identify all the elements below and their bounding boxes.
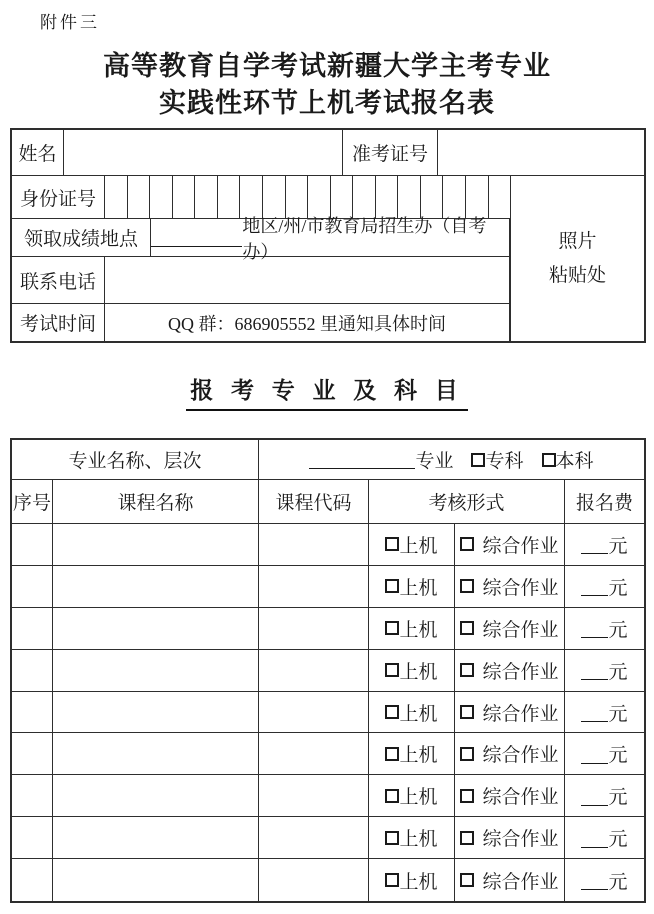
zonghe-checkbox[interactable] (460, 747, 474, 761)
course-code-cell[interactable] (259, 859, 369, 901)
fee-cell (565, 650, 644, 692)
zonghe-option-cell (455, 566, 565, 608)
seq-cell[interactable] (12, 650, 53, 692)
zonghe-checkbox[interactable] (460, 873, 474, 887)
exam-time-label: 考试时间 (12, 304, 105, 341)
zonghe-option-cell (455, 692, 565, 734)
zonghe-checkbox[interactable] (460, 705, 474, 719)
fee-blank[interactable] (581, 744, 608, 764)
id-digit-cell[interactable] (195, 176, 218, 218)
benke-checkbox[interactable] (542, 453, 556, 467)
photo-label-line2: 粘贴处 (548, 264, 606, 286)
course-row (12, 566, 644, 608)
fee-unit: 元 (608, 535, 628, 557)
zonghe-label: 综合作业 (482, 577, 559, 599)
shangji-label: 上机 (399, 787, 438, 809)
id-number-label: 身份证号 (12, 176, 105, 219)
seq-cell[interactable] (12, 608, 53, 650)
course-name-cell[interactable] (53, 692, 259, 734)
id-digit-cell[interactable] (128, 176, 151, 218)
shangji-option-cell (369, 817, 455, 859)
zonghe-label: 综合作业 (482, 787, 559, 809)
section-title-wrap (0, 372, 654, 411)
fee-unit: 元 (608, 829, 628, 851)
zonghe-option-cell (455, 859, 565, 901)
id-digit-cell[interactable] (150, 176, 173, 218)
shangji-checkbox[interactable] (385, 579, 399, 593)
fee-unit: 元 (608, 619, 628, 641)
major-name-level-field (259, 440, 644, 480)
phone-field[interactable] (105, 257, 510, 304)
id-digit-cell[interactable] (105, 176, 128, 218)
attachment-label: 附件三 (40, 13, 100, 32)
course-table (10, 438, 646, 903)
result-location-text: 地区/州/市教育局招生办（自考办） (242, 215, 487, 262)
zonghe-option-cell (455, 650, 565, 692)
zhuanke-label: 专科 (485, 451, 524, 472)
course-row (12, 692, 644, 734)
fee-blank[interactable] (581, 870, 608, 890)
fee-blank[interactable] (581, 786, 608, 806)
seq-cell[interactable] (12, 859, 53, 901)
course-name-cell[interactable] (53, 859, 259, 901)
name-field[interactable] (64, 130, 343, 176)
shangji-label: 上机 (399, 829, 438, 851)
fee-unit: 元 (608, 661, 628, 683)
course-code-cell[interactable] (259, 650, 369, 692)
zhuanke-checkbox[interactable] (471, 453, 485, 467)
shangji-checkbox[interactable] (385, 873, 399, 887)
fee-cell (565, 566, 644, 608)
zonghe-label: 综合作业 (482, 619, 559, 641)
shangji-label: 上机 (399, 703, 438, 725)
course-row (12, 859, 644, 901)
shangji-checkbox[interactable] (385, 747, 399, 761)
seq-cell[interactable] (12, 566, 53, 608)
course-code-cell[interactable] (259, 733, 369, 775)
zonghe-label: 综合作业 (482, 829, 559, 851)
photo-label-line1: 照片 (558, 230, 597, 252)
major-name-level-label: 专业名称、层次 (12, 440, 259, 480)
fee-blank[interactable] (581, 660, 608, 680)
section-title: 报 考 专 业 及 科 目 (186, 372, 468, 411)
major-suffix: 专业 (415, 451, 454, 472)
seq-cell[interactable] (12, 692, 53, 734)
zonghe-checkbox[interactable] (460, 789, 474, 803)
zonghe-checkbox[interactable] (460, 537, 474, 551)
fee-unit: 元 (608, 577, 628, 599)
fee-cell (565, 817, 644, 859)
header-seq: 序号 (12, 480, 53, 524)
course-code-cell[interactable] (259, 775, 369, 817)
zonghe-option-cell (455, 608, 565, 650)
header-course-name: 课程名称 (53, 480, 259, 524)
shangji-label: 上机 (399, 619, 438, 641)
fee-cell (565, 524, 644, 566)
shangji-option-cell (369, 692, 455, 734)
shangji-label: 上机 (399, 577, 438, 599)
course-name-cell[interactable] (53, 775, 259, 817)
admission-ticket-field[interactable] (438, 130, 644, 176)
shangji-option-cell (369, 566, 455, 608)
phone-label: 联系电话 (12, 257, 105, 304)
course-code-cell[interactable] (259, 566, 369, 608)
shangji-checkbox[interactable] (385, 705, 399, 719)
course-row (12, 650, 644, 692)
course-rows (12, 524, 644, 901)
page-title-line1: 高等教育自学考试新疆大学主考专业 (103, 51, 551, 81)
shangji-option-cell (369, 733, 455, 775)
name-label: 姓名 (12, 130, 64, 176)
header-course-code: 课程代码 (259, 480, 369, 524)
fee-blank[interactable] (581, 702, 608, 722)
shangji-checkbox[interactable] (385, 663, 399, 677)
zonghe-option-cell (455, 524, 565, 566)
shangji-label: 上机 (399, 745, 438, 767)
shangji-label: 上机 (399, 661, 438, 683)
course-name-cell[interactable] (53, 608, 259, 650)
shangji-option-cell (369, 650, 455, 692)
shangji-checkbox[interactable] (385, 831, 399, 845)
fee-blank[interactable] (581, 576, 608, 596)
fee-blank[interactable] (581, 534, 608, 554)
seq-cell[interactable] (12, 733, 53, 775)
id-digit-cell[interactable] (173, 176, 196, 218)
zonghe-label: 综合作业 (482, 535, 559, 557)
zonghe-checkbox[interactable] (460, 831, 474, 845)
fee-unit: 元 (608, 787, 628, 809)
header-exam-form: 考核形式 (369, 480, 565, 524)
zonghe-option-cell (455, 775, 565, 817)
course-row (12, 524, 644, 566)
fee-cell (565, 692, 644, 734)
zonghe-checkbox[interactable] (460, 621, 474, 635)
course-code-cell[interactable] (259, 524, 369, 566)
zonghe-checkbox[interactable] (460, 663, 474, 677)
zonghe-label: 综合作业 (482, 703, 559, 725)
page-title-line2: 实践性环节上机考试报名表 (159, 88, 495, 118)
course-row (12, 733, 644, 775)
shangji-option-cell (369, 608, 455, 650)
zonghe-option-cell (455, 733, 565, 775)
course-code-cell[interactable] (259, 817, 369, 859)
fee-unit: 元 (608, 871, 628, 893)
exam-time-text: QQ 群：686905552 里通知具体时间 (105, 304, 510, 341)
course-code-cell[interactable] (259, 608, 369, 650)
page-title (0, 48, 654, 122)
zonghe-label: 综合作业 (482, 745, 559, 767)
result-location-blank[interactable] (151, 228, 242, 247)
fee-cell (565, 733, 644, 775)
shangji-option-cell (369, 859, 455, 901)
fee-cell (565, 775, 644, 817)
course-name-cell[interactable] (53, 817, 259, 859)
zonghe-label: 综合作业 (482, 661, 559, 683)
zonghe-option-cell (455, 817, 565, 859)
shangji-checkbox[interactable] (385, 537, 399, 551)
course-name-cell[interactable] (53, 733, 259, 775)
result-location-label: 领取成绩地点 (12, 219, 151, 257)
shangji-checkbox[interactable] (385, 789, 399, 803)
photo-paste-area (510, 176, 644, 341)
course-row (12, 817, 644, 859)
course-code-cell[interactable] (259, 692, 369, 734)
fee-unit: 元 (608, 703, 628, 725)
seq-cell[interactable] (12, 775, 53, 817)
seq-cell[interactable] (12, 817, 53, 859)
shangji-label: 上机 (399, 535, 438, 557)
result-location-field (151, 215, 510, 262)
course-name-cell[interactable] (53, 650, 259, 692)
major-name-blank[interactable] (309, 450, 415, 470)
fee-unit: 元 (608, 745, 628, 767)
course-row (12, 608, 644, 650)
admission-ticket-label: 准考证号 (343, 130, 438, 176)
fee-blank[interactable] (581, 618, 608, 638)
zonghe-label: 综合作业 (482, 871, 559, 893)
shangji-option-cell (369, 524, 455, 566)
course-name-cell[interactable] (53, 524, 259, 566)
benke-label: 本科 (555, 451, 594, 472)
fee-cell (565, 608, 644, 650)
shangji-checkbox[interactable] (385, 621, 399, 635)
course-row (12, 775, 644, 817)
id-digit-cell[interactable] (218, 176, 241, 218)
shangji-label: 上机 (399, 871, 438, 893)
fee-blank[interactable] (581, 828, 608, 848)
shangji-option-cell (369, 775, 455, 817)
applicant-info-table (10, 128, 646, 343)
zonghe-checkbox[interactable] (460, 579, 474, 593)
header-fee: 报名费 (565, 480, 644, 524)
fee-cell (565, 859, 644, 901)
course-name-cell[interactable] (53, 566, 259, 608)
seq-cell[interactable] (12, 524, 53, 566)
